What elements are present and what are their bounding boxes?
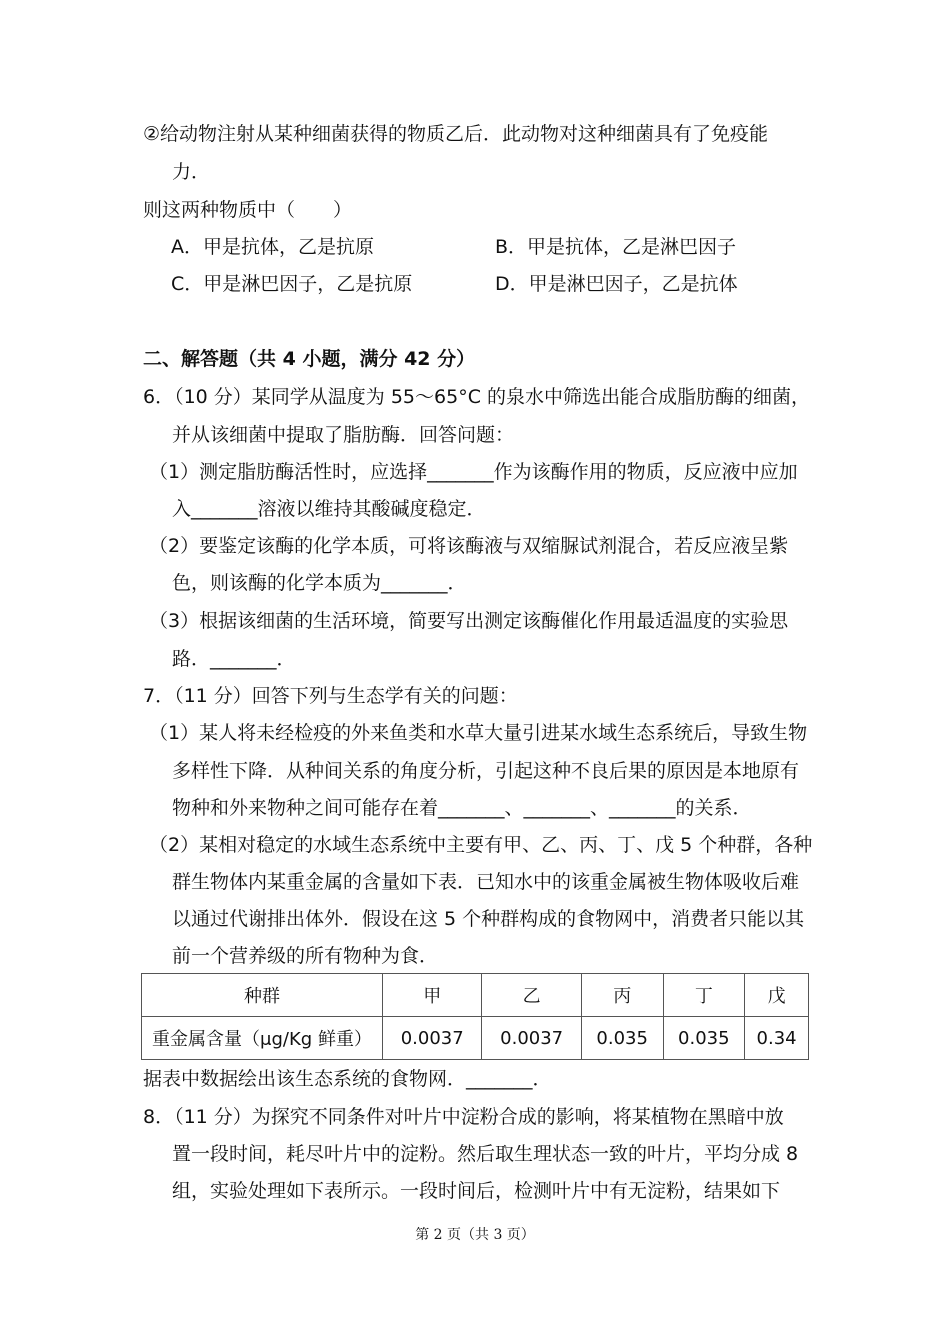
- line-q6-3: （3）根据该细菌的生活环境，简要写出测定该酶催化作用最适温度的实验思: [149, 610, 789, 632]
- table-cell: 0.0037: [383, 1017, 482, 1060]
- line-q7-1-cont: 多样性下降．从种间关系的角度分析，引起这种不良后果的原因是本地原有: [172, 760, 800, 782]
- line-q7: 7．（11 分）回答下列与生态学有关的问题：: [143, 685, 518, 707]
- option-c: C．甲是淋巴因子，乙是抗原: [171, 273, 413, 295]
- line-q6-cont: 并从该细菌中提取了脂肪酶．回答问题：: [172, 424, 515, 446]
- heavy-metal-table: [141, 973, 809, 1060]
- line-after-table: 据表中数据绘出该生态系统的食物网．_______．: [143, 1068, 552, 1090]
- line-q6-2-cont: 色，则该酶的化学本质为_______．: [172, 572, 467, 594]
- question-prompt: 则这两种物质中（ ）: [143, 199, 353, 221]
- option-d: D．甲是淋巴因子，乙是抗体: [495, 273, 738, 295]
- table-cell: 丁: [663, 974, 745, 1017]
- section-heading: 二、解答题（共 4 小题，满分 42 分）: [143, 348, 476, 370]
- line-q8: 8．（11 分）为探究不同条件对叶片中淀粉合成的影响，将某植物在黑暗中放: [143, 1106, 784, 1128]
- line-q6-1: （1）测定脂肪酶活性时，应选择_______作为该酶作用的物质，反应液中应加: [149, 461, 798, 483]
- page-footer: 第 2 页（共 3 页）: [415, 1227, 535, 1243]
- table-cell: 丙: [581, 974, 663, 1017]
- line-q6: 6．（10 分）某同学从温度为 55～65°C 的泉水中筛选出能合成脂肪酶的细菌，: [143, 386, 811, 408]
- table-cell: 重金属含量（μg/Kg 鲜重）: [142, 1017, 383, 1060]
- table-row: [142, 1017, 809, 1060]
- line-q8-cont: 置一段时间，耗尽叶片中的淀粉。然后取生理状态一致的叶片，平均分成 8: [172, 1143, 799, 1165]
- line-q7-2: （2）某相对稳定的水域生态系统中主要有甲、乙、丙、丁、戊 5 个种群，各种: [149, 834, 813, 856]
- line-q7-2-cont2: 以通过代谢排出体外．假设在这 5 个种群构成的食物网中，消费者只能以其: [172, 908, 805, 930]
- line-1: ②给动物注射从某种细菌获得的物质乙后．此动物对这种细菌具有了免疫能: [143, 123, 769, 145]
- table-cell: 0.34: [745, 1017, 809, 1060]
- line-2: 力．: [172, 161, 211, 183]
- table-header-row: [142, 974, 809, 1017]
- line-q7-1-cont2: 物种和外来物种之间可能存在着_______、_______、_______的关系．: [172, 797, 752, 819]
- table-cell: 0.035: [663, 1017, 745, 1060]
- line-q7-1: （1）某人将未经检疫的外来鱼类和水草大量引进某水域生态系统后，导致生物: [149, 722, 808, 744]
- table-cell: 甲: [383, 974, 482, 1017]
- line-q6-2: （2）要鉴定该酶的化学本质，可将该酶液与双缩脲试剂混合，若反应液呈紫: [149, 535, 789, 557]
- table-cell: 乙: [482, 974, 581, 1017]
- line-q8-cont2: 组，实验处理如下表所示。一段时间后，检测叶片中有无淀粉，结果如下: [172, 1180, 781, 1202]
- table-cell: 0.035: [581, 1017, 663, 1060]
- option-b: B．甲是抗体，乙是淋巴因子: [495, 236, 737, 258]
- line-q6-1-cont: 入_______溶液以维持其酸碱度稳定．: [172, 498, 486, 520]
- line-q7-2-cont: 群生物体内某重金属的含量如下表．已知水中的该重金属被生物体吸收后难: [172, 871, 800, 893]
- line-q6-3-cont: 路．_______．: [172, 648, 296, 670]
- table-cell: 种群: [142, 974, 383, 1017]
- option-a: A．甲是抗体，乙是抗原: [171, 236, 374, 258]
- table-cell: 0.0037: [482, 1017, 581, 1060]
- table-cell: 戊: [745, 974, 809, 1017]
- line-q7-2-cont3: 前一个营养级的所有物种为食．: [172, 945, 439, 967]
